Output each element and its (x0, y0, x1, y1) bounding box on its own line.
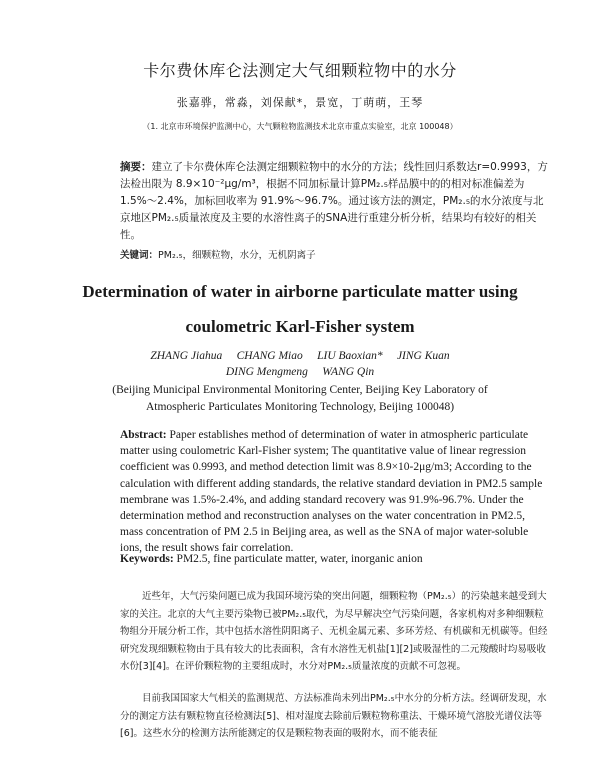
chinese-abstract-text: 建立了卡尔费休库仑法测定细颗粒物中的水分的方法；线性回归系数达r=0.9993，方法检出限为 8.9×10⁻²μg/m³，根据不同加标量计算PM₂.₅样品膜中的的相对标准偏差为 1.5%～2.4%，加标回收率为 91.9%～96.7%。通过该方法的测定，PM₂.₅的水分浓度与北京地区PM₂.₅质量浓度及主要的水溶性离子的SNA进行重建分析分析，结果均有较好的相关性。 (120, 161, 548, 241)
english-affiliation-line2: Atmospheric Particulates Monitoring Technology, Beijing 100048) (145, 401, 455, 413)
english-abstract-label: Abstract: (120, 429, 167, 441)
english-affiliation-line1: (Beijing Municipal Environmental Monitoring Center, Beijing Key Laboratory of (112, 384, 488, 396)
chinese-keywords-text: PM₂.₅，细颗粒物，水分，无机阴离子 (158, 250, 316, 261)
english-title-line2: coulometric Karl-Fisher system (185, 317, 415, 336)
chinese-keywords (120, 247, 550, 261)
english-title-line1: Determination of water in airborne particulate matter using (82, 282, 518, 301)
chinese-authors: 张嘉骅，常淼，刘保献*，景宽，丁萌萌，王琴 (176, 96, 424, 109)
chinese-affiliation: （1. 北京市环境保护监测中心，大气颗粒物监测技术北京市重点实验室，北京 100048） (142, 122, 458, 131)
english-keywords-label: Keywords: (120, 553, 174, 565)
chinese-abstract-label: 摘要： (120, 161, 152, 173)
chinese-abstract (120, 159, 550, 244)
english-keywords-text: PM2.5, fine particulate matter, water, inorganic anion (173, 553, 423, 565)
body-paragraph-1: 近些年，大气污染问题已成为我国环境污染的突出问题，细颗粒物（PM₂.₅）的污染越来越受到大家的关注。北京的大气主要污染物已被PM₂.₅取代，为尽早解决空气污染问题，各家机构对多种细颗粒物组分开展分析工作，其中包括水溶性阴阳离子、无机金属元素、多环芳烃、有机碳和无机碳等。但经研究发现细颗粒物由于具有较大的比表面积，含有水溶性无机盐[1][2]或吸湿性的二元羧酸时均易吸收水份[3][4]。在评价颗粒物的主要组成时，水分对PM₂.₅质量浓度的贡献不可忽视。 (120, 591, 548, 672)
english-abstract (120, 427, 548, 557)
chinese-title: 卡尔费休库仑法测定大气细颗粒物中的水分 (143, 61, 457, 80)
english-keywords (120, 553, 548, 565)
english-authors-line2: DING Mengmeng WANG Qin (225, 366, 375, 378)
body-paragraph-2: 目前我国国家大气相关的监测规范、方法标准尚未列出PM₂.₅中水分的分析方法。经调研发现，水分的测定方法有颗粒物直径检测法[5]、相对湿度去除前后颗粒物称重法、干燥环境气溶胶光谱仪法等[6]。这些水分的检测方法所能测定的仅是颗粒物表面的吸附水，而不能表征 (120, 693, 547, 739)
chinese-keywords-label: 关键词： (120, 250, 159, 261)
english-abstract-text: Paper establishes method of determination of water in atmospheric particulate matter using coulometric Karl-Fisher system; The quantitative value of linear regression coefficient was 0.9993, and method detection limit was 8.9×10-2μg/m3; According to the calculation with different adding standards, the relative standard deviation in PM2.5 sample membrane was 1.5%-2.4%, and adding standard recovery was 91.9%-96.7%. Under the determination method and reconstruction analyses on the water concentration in PM2.5, mass concentration of PM 2.5 in Beijing area, as well as the SNA of major water-soluble ions, the result shows fair correlation. (120, 429, 543, 555)
english-authors-line1: ZHANG Jiahua CHANG Miao LIU Baoxian* JING Kuan (150, 350, 450, 362)
